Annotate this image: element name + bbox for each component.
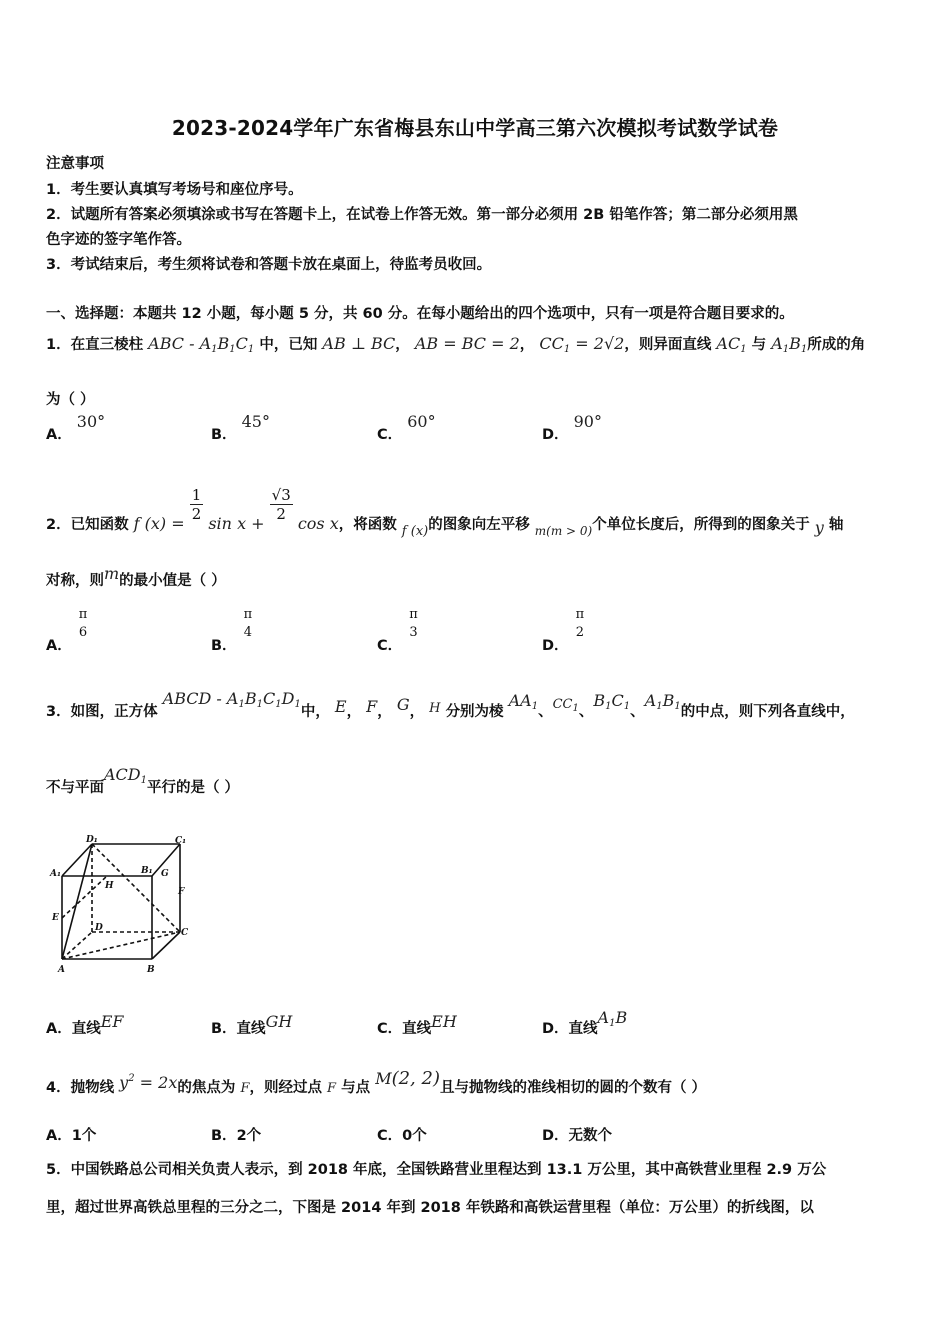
label-a: A bbox=[58, 965, 65, 975]
notice-item-1: 1．考生要认真填写考场号和座位序号。 bbox=[46, 182, 303, 198]
q2-option-d[interactable]: D． π 2 bbox=[542, 607, 585, 654]
q4-option-b[interactable]: B．2个 bbox=[211, 1128, 262, 1144]
q2-func-2: f (x) bbox=[401, 523, 429, 539]
label-h: H bbox=[105, 881, 114, 891]
question-4-stem: 4．抛物线 $y^2 = 2x$的焦点为 F，则经过点 F 与点 M(2, 2)且与抛物线的准线相切的圆的个数有（ ） bbox=[46, 1068, 707, 1096]
cube-figure bbox=[48, 832, 198, 982]
q4-parabola: $y^2 = 2x$ bbox=[119, 1073, 178, 1092]
label-c: C bbox=[181, 928, 189, 938]
q2-yaxis: y bbox=[814, 517, 824, 537]
q1-equal: AB = BC = 2 bbox=[414, 334, 520, 353]
q1-cc1: $CC_1 = 2√2$ bbox=[539, 334, 625, 355]
notice-heading: 注意事项 bbox=[46, 156, 104, 172]
q2-text: 个单位长度后，所得到的图象关于 bbox=[592, 516, 810, 533]
q1-option-a[interactable]: A． 30° bbox=[46, 412, 106, 443]
q2-option-a[interactable]: A． π 6 bbox=[46, 607, 88, 654]
q2-option-c[interactable]: C． π 3 bbox=[377, 607, 418, 654]
q3-cube: ABCD - $A_1B_1C_1D_1$ bbox=[162, 689, 301, 710]
page-title: 2023-2024学年广东省梅县东山中学高三第六次模拟考试数学试卷 bbox=[171, 116, 779, 140]
q1-option-d[interactable]: D． 90° bbox=[542, 412, 602, 443]
q4-point: M(2, 2) bbox=[375, 1068, 440, 1089]
q1-text: 中，已知 bbox=[259, 337, 318, 353]
q2-cos: cos x bbox=[297, 513, 339, 533]
q2-shift: m(m > 0) bbox=[534, 523, 593, 538]
question-2-stem-cont: 对称，则m的最小值是（ ） bbox=[46, 564, 226, 589]
question-5-line-2: 里，超过世界高铁总里程的三分之二，下图是 2014 年到 2018 年铁路和高铁运营里程（单位：万公里）的折线图，以 bbox=[46, 1200, 814, 1216]
q3-option-b[interactable]: B．直线GH bbox=[211, 1012, 293, 1037]
q1-text: 所成的角 bbox=[807, 337, 866, 353]
notice-item-3: 3．考试结束后，考生须将试卷和答题卡放在桌面上，待监考员收回。 bbox=[46, 257, 492, 273]
q4-option-a[interactable]: A．1个 bbox=[46, 1128, 97, 1144]
q3-option-c[interactable]: C．直线EH bbox=[377, 1012, 457, 1037]
question-5-line-1: 5．中国铁路总公司相关负责人表示，到 2018 年底，全国铁路营业里程达到 13.1 万公里，其中高铁营业里程 2.9 万公 bbox=[46, 1162, 827, 1178]
section-heading: 一、选择题：本题共 12 小题，每小题 5 分，共 60 分。在每小题给出的四个选项中，只有一项是符合题目要求的。 bbox=[46, 306, 794, 322]
label-b: B bbox=[147, 965, 155, 975]
notice-item-2: 2．试题所有答案必须填涂或书写在答题卡上，在试卷上作答无效。第一部分必须用 2B 铅笔作答；第二部分必须用黑 bbox=[46, 207, 798, 223]
q2-m: m bbox=[104, 564, 120, 583]
q2-text: 轴 bbox=[828, 516, 844, 533]
q3-option-a[interactable]: A．直线EF bbox=[46, 1012, 124, 1037]
notice-item-2-cont: 色字迹的签字笔作答。 bbox=[46, 232, 191, 248]
q4-option-d[interactable]: D．无数个 bbox=[542, 1128, 613, 1144]
label-b1: B₁ bbox=[141, 866, 153, 876]
q1-text: ，则异面直线 bbox=[624, 337, 712, 353]
q1-perp: AB ⊥ BC bbox=[322, 334, 396, 353]
q4-focus: F bbox=[240, 1081, 250, 1096]
q1-option-b[interactable]: B． 45° bbox=[211, 412, 270, 443]
label-d: D bbox=[95, 923, 103, 933]
q2-text: 2．已知函数 bbox=[46, 516, 129, 533]
q1-option-c[interactable]: C． 60° bbox=[377, 412, 436, 443]
question-2-stem bbox=[46, 486, 844, 539]
q4-option-c[interactable]: C．0个 bbox=[377, 1128, 427, 1144]
question-1-stem-cont: 为（ ） bbox=[46, 392, 95, 408]
q3-option-d[interactable]: D．直线$A_1B$ bbox=[542, 1008, 628, 1037]
label-e: E bbox=[52, 913, 59, 923]
q1-ac1: $AC_1$ bbox=[716, 334, 747, 355]
q2-func: f (x) = bbox=[133, 513, 185, 533]
label-d1: D₁ bbox=[86, 835, 98, 845]
q2-text: 的图象向左平移 bbox=[428, 516, 530, 533]
label-f: F bbox=[178, 887, 185, 897]
question-1-stem: 1．在直三棱柱 ABC - $A_1B_1C_1$ 中，已知 AB ⊥ BC， AB = BC = 2， $CC_1 = 2√2$，则异面直线 $AC_1$ 与 $A_1B_1$所成的角 bbox=[46, 334, 866, 355]
q2-option-b[interactable]: B． π 4 bbox=[211, 607, 253, 654]
label-a1: A₁ bbox=[50, 869, 61, 879]
q2-text: ，将函数 bbox=[338, 516, 397, 533]
q1-prism: ABC - $A_1B_1C_1$ bbox=[148, 334, 255, 355]
q2-frac-2: $\frac{√3}{2}$ bbox=[271, 486, 291, 523]
q2-frac-1: $\frac{1}{2}$ bbox=[191, 486, 202, 523]
q1-text: 1．在直三棱柱 bbox=[46, 337, 144, 353]
q1-a1b1: $A_1B_1$ bbox=[771, 334, 808, 355]
label-c1: C₁ bbox=[175, 836, 187, 846]
label-g: G bbox=[161, 869, 169, 879]
question-3-stem: 3．如图，正方体 ABCD - $A_1B_1C_1D_1$中， E， F， G， H 分别为棱 $AA_1$、$CC_1$、$B_1C_1$、$A_1B_1$的中点，则下列各直线中， bbox=[46, 689, 855, 720]
q2-sin: sin x + bbox=[208, 513, 265, 533]
question-3-stem-cont: 不与平面$ACD_1$平行的是（ ） bbox=[46, 765, 240, 796]
